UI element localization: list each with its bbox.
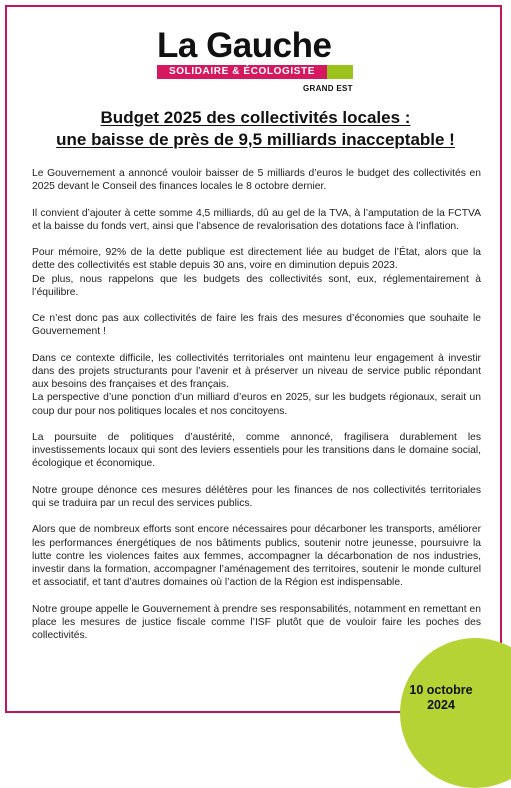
paragraph-5: Dans ce contexte difficile, les collectivités territoriales ont maintenu leur engagement à investir dans des projets structurants pour l’avenir et à préserver un niveau de service public répondant aux besoins des françaises et des français. La perspective d’une ponction d’un milliard d’euros en 2025, sur les budgets régionaux, serait un coup dur pour nos politiques locales et nos concitoyens. [32, 352, 481, 417]
paragraph-9: Notre groupe appelle le Gouvernement à prendre ses responsabilités, notamment en remettant en place les mesures de justice fiscale comme l’ISF plutôt que de vouloir faire les poches des collectivités. [32, 603, 481, 641]
date-badge [405, 683, 477, 713]
logo-title: La Gauche [157, 26, 332, 65]
page-title-line-1: Budget 2025 des collectivités locales : [100, 108, 411, 127]
page-title-line-2: une baisse de près de 9,5 milliards inacceptable ! [56, 130, 455, 149]
logo-band-green [327, 65, 353, 79]
paragraph-7: Notre groupe dénonce ces mesures délétères pour les finances de nos collectivités territoriales qui se traduira par un recul des services publics. [32, 484, 481, 509]
logo-region: GRAND EST [303, 84, 353, 93]
paragraph-4: Ce n’est donc pas aux collectivités de faire les frais des mesures d’économies que souhaite le Gouvernement ! [32, 313, 481, 338]
paragraph-1: Le Gouvernement a annoncé vouloir baisser de 5 milliards d’euros le budget des collectivités en 2025 devant le Conseil des finances locales le 8 octobre dernier. [32, 168, 481, 193]
date-line-1: 10 octobre [409, 683, 473, 697]
logo-subtitle: SOLIDAIRE & ÉCOLOGISTE [169, 66, 315, 77]
date-line-2: 2024 [427, 698, 455, 712]
paragraph-8: Alors que de nombreux efforts sont encore nécessaires pour décarboner les transports, améliorer les performances énergétiques de nos bâtiments publics, soutenir notre jeunesse, poursuivre la lutte contre les violences faites aux femmes, accompagner la décarbonation de nos industries, investir dans la formation, accompagner l’aménagement des territoires, soutenir le monde culturel et associatif, et tant d’autres domaines où l’action de la Région est indispensable. [32, 524, 481, 589]
paragraph-3: Pour mémoire, 92% de la dette publique est directement liée au budget de l’État, alors que la dette des collectivités est stable depuis 30 ans, voire en diminution depuis 2023. De plus, nous rappelons que les budgets des collectivités sont, eux, réglementairement à l’équilibre. [32, 247, 481, 298]
logo [157, 28, 357, 79]
logo-band [157, 65, 353, 79]
paragraph-6: La poursuite de politiques d’austérité, comme annoncé, fragilisera durablement les investissements locaux qui sont des leviers essentiels pour les transitions dans le domaine social, écologique et économique. [32, 431, 481, 470]
body-text [32, 167, 481, 642]
page-title [20, 107, 491, 151]
paragraph-2: Il convient d’ajouter à cette somme 4,5 milliards, dû au gel de la TVA, à l’amputation de la FCTVA et la baisse du fonds vert, ainsi que l’absence de revalorisation des dotations face à l’inflation. [32, 207, 481, 232]
